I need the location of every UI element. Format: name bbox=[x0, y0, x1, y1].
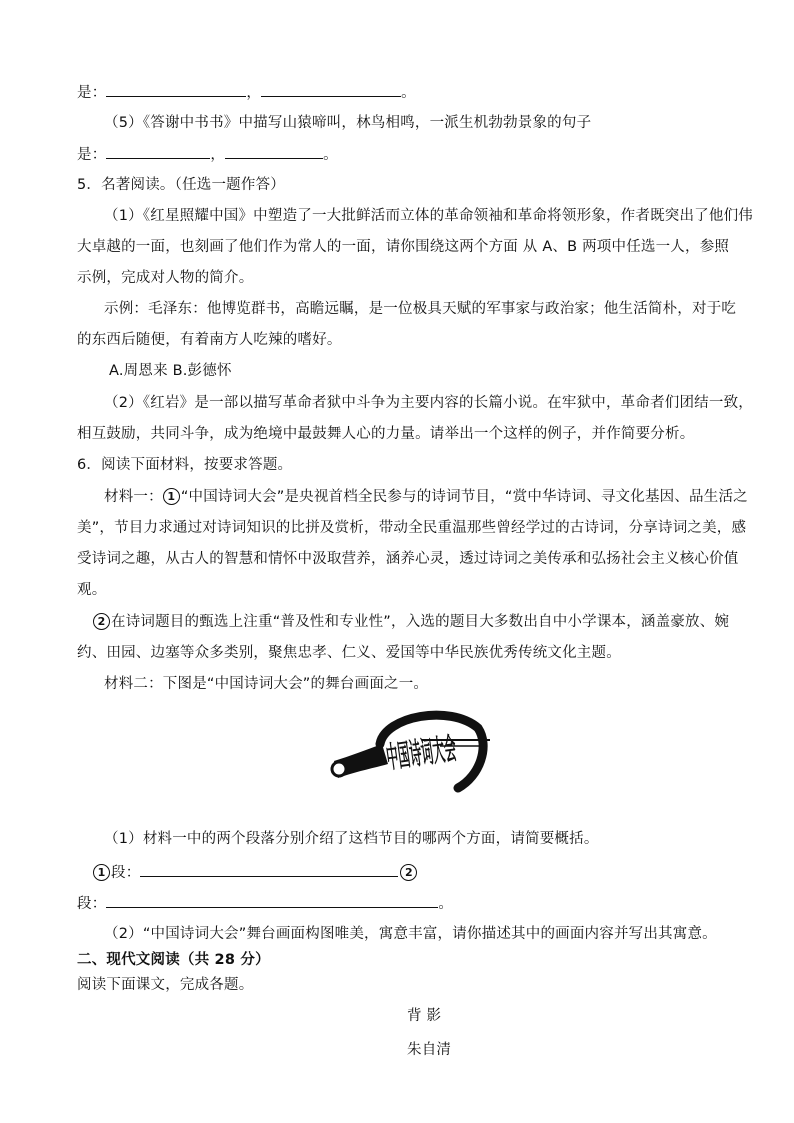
q4-item-5: （5）《答谢中书书》中描写山猿啼叫，林鸟相鸣，一派生机勃勃景象的句子 bbox=[104, 115, 592, 131]
answer-blank[interactable] bbox=[106, 82, 246, 97]
q6-sub1: （1）材料一中的两个段落分别介绍了这档节目的哪两个方面，请简要概括。 bbox=[104, 831, 599, 847]
separator: ， bbox=[210, 147, 226, 163]
answer-prefix: 是： bbox=[77, 85, 107, 101]
material1-text: “中国诗词大会”是央视首档全民参与的诗词节目，“赏中华诗词、寻文化基因、品生活之 bbox=[180, 489, 748, 505]
essay-author: 朱自清 bbox=[407, 1042, 452, 1058]
circled-number: 1 bbox=[93, 864, 110, 881]
answer-prefix: 是： bbox=[77, 147, 107, 163]
q6-material1-line: 受诗词之趣，从古人的智慧和情怀中汲取营养，涵养心灵，透过诗词之美传承和弘扬社会主义核心价值 bbox=[77, 551, 739, 567]
q6-material1-line: 观。 bbox=[77, 582, 107, 598]
poetry-conference-logo bbox=[330, 706, 568, 816]
q6-answer-line-1 bbox=[93, 862, 418, 883]
q6-material1-p2-line bbox=[93, 612, 729, 632]
q5-options: A.周恩来 B.彭德怀 bbox=[109, 363, 232, 379]
q5-p1-line: 大卓越的一面，也刻画了他们作为常人的一面，请你围绕这两个方面 从 A、B 两项中任选一人，参照 bbox=[77, 239, 730, 255]
q5-title: 5．名著阅读。（任选一题作答） bbox=[77, 177, 285, 193]
q6-material2: 材料二：下图是“中国诗词大会”的舞台画面之一。 bbox=[104, 676, 429, 692]
answer-blank[interactable] bbox=[261, 82, 401, 97]
q6-material1-line bbox=[104, 487, 748, 507]
q4-answer-line-1 bbox=[77, 82, 416, 103]
section2-title: 二、现代文阅读（共 28 分） bbox=[77, 952, 270, 968]
material1-label: 材料一： bbox=[104, 489, 163, 505]
q5-example-line: 示例：毛泽东：他博览群书，高瞻远瞩，是一位极具天赋的军事家与政治家；他生活简朴，对于吃 bbox=[104, 301, 737, 317]
q4-answer-line-2 bbox=[77, 144, 338, 165]
answer-label: 段： bbox=[111, 865, 141, 881]
answer-label: 段： bbox=[77, 896, 107, 912]
q5-p1-line: 示例，完成对人物的简介。 bbox=[77, 270, 254, 286]
separator: ， bbox=[246, 85, 262, 101]
answer-blank[interactable] bbox=[106, 144, 210, 159]
answer-blank[interactable] bbox=[106, 893, 438, 908]
essay-title: 背 影 bbox=[407, 1008, 442, 1024]
q6-answer-line-2 bbox=[77, 893, 453, 914]
q5-p2-line: 相互鼓励，共同斗争，成为绝境中最鼓舞人心的力量。请举出一个这样的例子，并作简要分析。 bbox=[77, 426, 695, 442]
circled-number: 2 bbox=[400, 864, 417, 881]
q6-sub2: （2）“中国诗词大会”舞台画面构图唯美，寓意丰富，请你描述其中的画面内容并写出其寓意。 bbox=[104, 926, 717, 942]
period: 。 bbox=[438, 896, 454, 912]
logo-image bbox=[330, 706, 568, 816]
answer-blank[interactable] bbox=[140, 862, 398, 877]
q6-material1-p2-line: 约、田园、边塞等众多类别，聚焦忠孝、仁义、爱国等中华民族优秀传统文化主题。 bbox=[77, 645, 621, 661]
q5-p1-line: （1）《红星照耀中国》中塑造了一大批鲜活而立体的革命领袖和革命将领形象，作者既突出了他们伟 bbox=[104, 208, 753, 224]
q5-example-line: 的东西后随便，有着南方人吃辣的嗜好。 bbox=[77, 332, 342, 348]
q5-p2-line: （2）《红岩》是一部以描写革命者狱中斗争为主要内容的长篇小说。在牢狱中，革命者们团结一致， bbox=[104, 395, 753, 411]
logo-text: 中国诗词大会 bbox=[384, 716, 568, 776]
q6-title: 6．阅读下面材料，按要求答题。 bbox=[77, 457, 293, 473]
material1-text: 在诗词题目的甄选上注重“普及性和专业性”，入选的题目大多数出自中小学课本，涵盖豪放、婉 bbox=[111, 614, 730, 630]
answer-blank[interactable] bbox=[225, 144, 323, 159]
period: 。 bbox=[401, 85, 416, 101]
circled-number: 2 bbox=[93, 613, 110, 630]
circled-number: 1 bbox=[163, 488, 180, 505]
section2-instruction: 阅读下面课文，完成各题。 bbox=[77, 977, 254, 993]
q6-material1-line: 美”，节目力求通过对诗词知识的比拼及赏析，带动全民重温那些曾经学过的古诗词，分享诗词之美，感 bbox=[77, 520, 747, 536]
period: 。 bbox=[323, 147, 338, 163]
